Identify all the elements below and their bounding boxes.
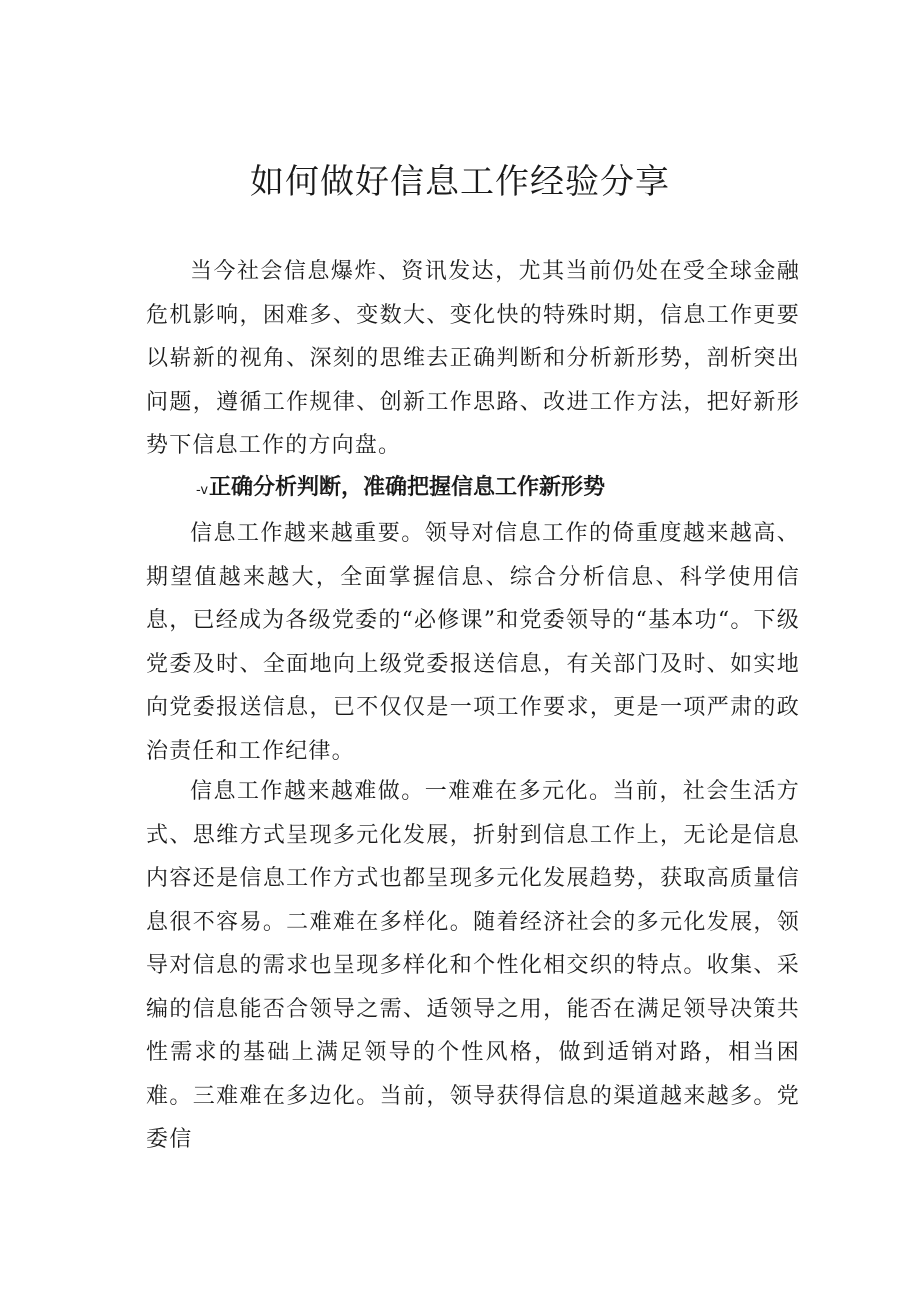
document-title: 如何做好信息工作经验分享: [250, 162, 670, 202]
paragraph-intro: 当今社会信息爆炸、资讯发达，尤其当前仍处在受全球金融危机影响，困难多、变数大、变化快的特殊时期，信息工作更要以崭新的视角、深刻的思维去正确判断和分析新形势，剖析突出问题，遵循工作规律、创新工作思路、改进工作方法，把好新形势下信息工作的方向盘。: [146, 259, 800, 458]
section-heading-text: 正确分析判断，准确把握信息工作新形势: [209, 475, 606, 500]
paragraph-importance: 信息工作越来越重要。领导对信息工作的倚重度越来越高、期望值越来越大，全面掌握信息、综合分析信息、科学使用信息，已经成为各级党委的“必修课”和党委领导的“基本功“。下级党委及时、全面地向上级党委报送信息，有关部门及时、如实地向党委报送信息，已不仅仅是一项工作要求，更是一项严肃的政治责任和工作纪律。: [146, 521, 800, 764]
section-heading-1: [196, 470, 816, 509]
paragraph-difficulty: 信息工作越来越难做。一难难在多元化。当前，社会生活方式、思维方式呈现多元化发展，折射到信息工作上，无论是信息内容还是信息工作方式也都呈现多元化发展趋势，获取高质量信息很不容易。二难难在多样化。随着经济社会的多元化发展，领导对信息的需求也呈现多样化和个性化相交织的特点。收集、采编的信息能否合领导之需、适领导之用，能否在满足领导决策共性需求的基础上满足领导的个性风格，做到适销对路，相当困难。三难难在多边化。当前，领导获得信息的渠道越来越多。党委信: [146, 779, 800, 1152]
section-number-marker: -v: [196, 483, 209, 498]
